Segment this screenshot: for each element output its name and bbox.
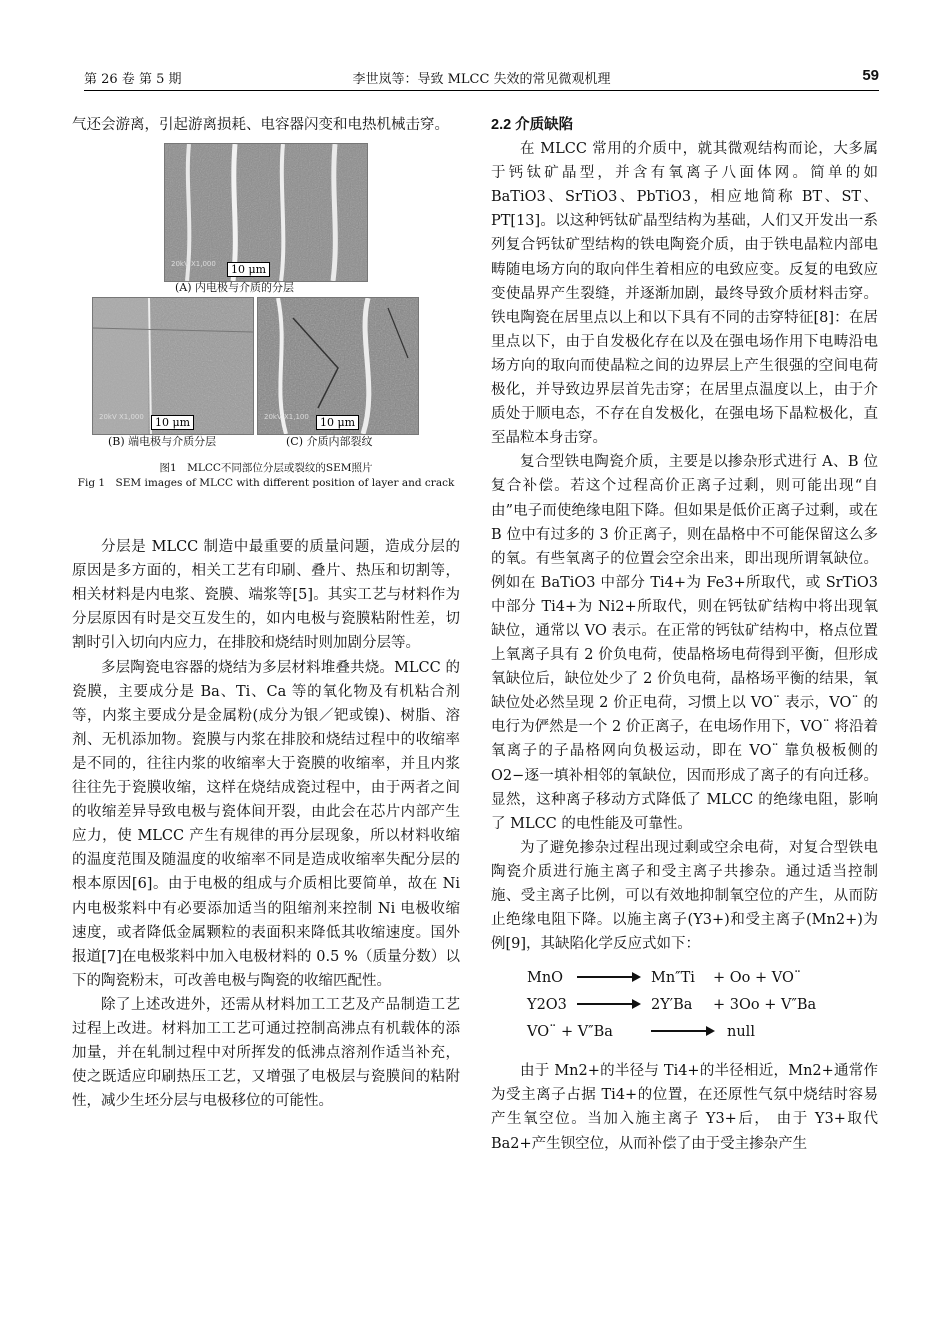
subcaption-a: (A) 内电极与介质的分层 bbox=[175, 281, 295, 295]
paragraph-process-improvement: 除了上述改进外，还需从材料加工工艺及产品制造工艺过程上改进。材料加工工艺可通过控制高沸点有机载体的添加量，并在轧制过程中对所挥发的低沸点溶剂作适当补充，使之既适应印刷热压工艺，又增强了电极层与瓷膜间的粘附性，减少生坯分层与电极移位的可能性。 bbox=[72, 996, 460, 1110]
eq1-reactant: MnO bbox=[527, 970, 564, 987]
page-number: 59 bbox=[862, 67, 879, 84]
section-heading: 2.2 介质缺陷 bbox=[491, 117, 574, 133]
arrow-icon bbox=[577, 1003, 639, 1005]
right-column bbox=[491, 113, 878, 1156]
paragraph-delamination: 分层是 MLCC 制造中最重要的质量问题，造成分层的原因是多方面的，相关工艺有印刷、叠片、热压和切割等，相关材料是内电浆、瓷膜、端浆等[5]。其实工艺与材料作为分层原因有时是交互发生的，如内电极与瓷膜粘附性差，切割时引入切向内应力，在排胶和烧结时则加剧分层等。 bbox=[72, 539, 460, 652]
sem-image-c bbox=[257, 297, 419, 435]
left-column bbox=[72, 113, 460, 1113]
equation-3 bbox=[527, 1020, 878, 1047]
eq1-product-rest: + Oo + VO¨ bbox=[713, 970, 802, 987]
journal-volume: 第 26 卷 第 5 期 bbox=[84, 72, 182, 87]
eq2-reactant: Y2O3 bbox=[527, 997, 567, 1014]
sem-meta-b: 20kV X1,000 bbox=[99, 413, 144, 421]
equation-1 bbox=[527, 966, 878, 993]
figure-caption-cn: 图1 MLCC不同部位分层或裂纹的SEM照片 bbox=[159, 462, 373, 475]
paragraph-perovskite: 在 MLCC 常用的介质中，就其微观结构而论，大多属于钙钛矿晶型，并含有氧离子八面体网。简单的如 BaTiO3、SrTiO3、PbTiO3，相应地简称 BT、ST、PT[13]。以这种钙钛矿晶型结构为基础，人们又开发出一系列复合钙钛矿型结构的铁电陶瓷介质，由于铁电晶粒内部电畴随电场方向的取向伴生着相应的电致应变。反复的电致应变使晶界产生裂缝，并逐渐加剧，最终导致介质材料击穿。铁电陶瓷在居里点以上和以下具有不同的击穿特征[8]：在居里点以下，由于自发极化存在以及在强电场作用下电畴沿电场方向的取向而使晶粒之间的边界层上产生很强的空间电荷极化，并导致边界层首先击穿；在居里点温度以上，由于介质处于顺电态，不存在自发极化，在强电场下晶粒极化，直至晶粒本身击穿。 bbox=[491, 141, 878, 447]
sem-meta-c: 20kV X1,100 bbox=[264, 413, 309, 421]
eq2-product-rest: + 3Oo + V″Ba bbox=[713, 997, 817, 1014]
scale-bar-b: 10 μm bbox=[151, 415, 194, 430]
figure-caption-en: Fig 1 SEM images of MLCC with different position of layer and crack bbox=[77, 477, 455, 490]
paragraph-mn-y-doping: 由于 Mn2+的半径与 Ti4+的半径相近，Mn2+通常作为受主离子占据 Ti4+的位置，在还原性气氛中烧结时容易产生氧空位。当加入施主离子 Y3+后， 由于 Y3+取代 Ba2+产生钡空位，从而补偿了由于受主掺杂产生 bbox=[491, 1063, 878, 1152]
paragraph-codoping: 为了避免掺杂过程出现过剩或空余电荷，对复合型铁电陶瓷介质进行施主离子和受主离子共掺杂。通过适当控制施、受主离子比例，可以有效地抑制氧空位的产生，从而防止绝缘电阻下降。以施主离子(Y3+)和受主离子(Mn2+)为例[9]，其缺陷化学反应式如下： bbox=[491, 839, 878, 953]
scale-bar-a: 10 μm bbox=[227, 262, 270, 277]
eq2-product-1: 2Y′Ba bbox=[651, 997, 693, 1014]
arrow-icon bbox=[577, 976, 639, 978]
header-rule bbox=[84, 90, 879, 91]
eq3-product: null bbox=[727, 1024, 755, 1041]
sem-meta-a: 20kV X1,000 bbox=[171, 260, 216, 268]
arrow-icon bbox=[651, 1030, 713, 1032]
scale-bar-c: 10 μm bbox=[316, 415, 359, 430]
paragraph-continued: 气还会游离，引起游离损耗、电容器闪变和电热机械击穿。 bbox=[72, 117, 449, 133]
eq1-product-1: Mn″Ti bbox=[651, 970, 695, 987]
subcaption-b: (B) 端电极与介质分层 bbox=[108, 435, 217, 449]
eq3-reactant: VO¨ + V″Ba bbox=[527, 1024, 613, 1041]
sem-image-b bbox=[92, 297, 254, 435]
paragraph-oxygen-vacancy: 复合型铁电陶瓷介质，主要是以掺杂形式进行 A、B 位复合补偿。若这个过程高价正离子过剩，则可能出现“自由”电子而使绝缘电阻下降。但如果是低价正离子过剩，或在 B 位中有过多的 3 价正离子，则在晶格中不可能保留这么多的氧。有些氧离子的位置会空余出来，即出现所谓氧缺位。例如在 BaTiO3 中部分 Ti4+为 Fe3+所取代，或 SrTiO3 中部分 Ti4+为 Ni2+所取代，则在钙钛矿结构中将出现氧缺位，通常以 VO 表示。在正常的钙钛矿结构中，格点位置上氧离子具有 2 价负电荷，使晶格场电荷得到平衡，但形成氧缺位后，缺位处少了 2 价负电荷，晶格场平衡的结果，氧缺位处必然呈现 2 价正电荷，习惯上以 VO¨ 表示，VO¨ 的电行为俨然是一个 2 价正离子，在电场作用下，VO¨ 将沿着氧离子的子晶格网向负极运动，即在 VO¨ 靠负极板侧的 O2−逐一填补相邻的氧缺位，因而形成了离子的有向迁移。显然，这种离子移动方式降低了 MLCC 的绝缘电阻，影响了 MLCC 的电性能及可靠性。 bbox=[491, 454, 878, 832]
figure-1 bbox=[72, 143, 460, 525]
sem-image-a bbox=[164, 143, 368, 282]
defect-equations bbox=[527, 966, 878, 1047]
equation-2 bbox=[527, 993, 878, 1020]
paragraph-cofiring: 多层陶瓷电容器的烧结为多层材料堆叠共烧。MLCC 的瓷膜，主要成分是 Ba、Ti、Ca 等的氧化物及有机粘合剂等，内浆主要成分是金属粉(成分为银／钯或镍)、树脂、溶剂、无机添加物。瓷膜与内浆在排胶和烧结过程中的收缩率是不同的，往往内浆的收缩率大于瓷膜的收缩率，并且内浆往往先于瓷膜收缩，这样在烧结成瓷过程中，由于两者之间的收缩差异导致电极与瓷体间开裂，由此会在芯片内部产生应力，使 MLCC 产生有规律的再分层现象，所以材料收缩的温度范围及随温度的收缩率不同是造成收缩率失配分层的根本原因[6]。由于电极的组成与介质相比要简单，故在 Ni 内电极浆料中有必要添加适当的阻缩剂来控制 Ni 电极收缩速度，或者降低金属颗粒的表面积来降低其收缩速度。国外报道[7]在电极浆料中加入电极材料的 0.5 %（质量分数）以下的陶瓷粉末，可改善电极与陶瓷的收缩匹配性。 bbox=[72, 659, 460, 989]
article-title-header: 李世岚等：导致 MLCC 失效的常见微观机理 bbox=[352, 72, 611, 87]
subcaption-c: (C) 介质内部裂纹 bbox=[286, 435, 373, 449]
running-header bbox=[84, 68, 879, 90]
